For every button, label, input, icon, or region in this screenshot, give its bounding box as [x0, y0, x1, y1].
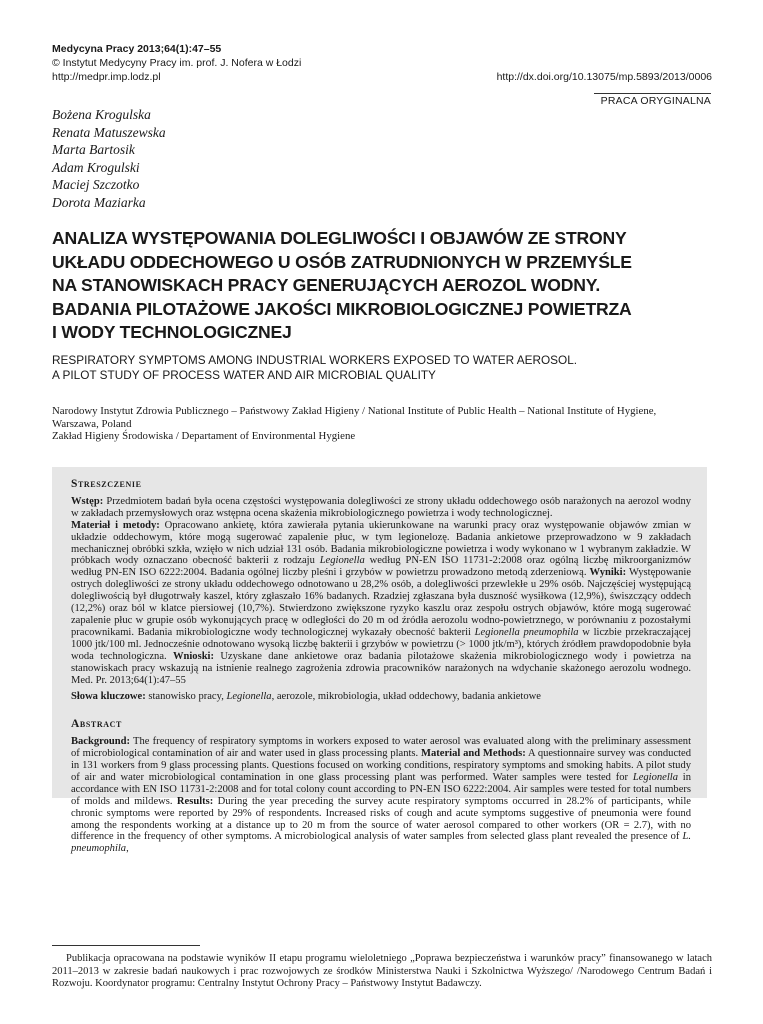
abstract-results-text-cont: , — [126, 843, 129, 855]
summary-text — [71, 496, 691, 687]
title-line: I WODY TECHNOLOGICZNEJ — [52, 322, 292, 342]
abstract-methods-species: Legionella — [632, 771, 678, 783]
author-name: Renata Matuszewska — [52, 124, 166, 140]
footnote-divider — [52, 945, 200, 946]
abstract-background-label: Background: — [71, 736, 131, 748]
title-line: ANALIZA WYSTĘPOWANIA DOLEGLIWOŚCI I OBJAWÓW ZE STRONY — [52, 228, 627, 248]
header-links-row — [52, 70, 712, 84]
abstract-methods-text: A questionnaire survey was conducted in 131 workers from 9 glass processing plants. Questions focused on working conditions, respiratory symptoms and smoking habits. A pilot study of air and water microbiological contamination in one glass processing plant was performed. Water samples were tested for — [71, 748, 692, 783]
summary-conclusions-text: Uzyskane dane ankietowe oraz badania pilotażowe skażenia mikrobiologicznego wody i powietrza na stanowiskach pracy wskazują na istnienie realnego zagrożenia zdrowia pracowników narażonych na wdychanie skażonego aerozolu wodnego. Med. Pr. 2013;64(1):47–55 — [71, 650, 691, 686]
abstract-box — [52, 467, 707, 855]
author-name: Maciej Szczotko — [52, 177, 140, 192]
author-name: Marta Bartosik — [52, 142, 135, 157]
author-name: Bożena Krogulska — [52, 107, 151, 122]
summary-conclusions-label: Wnioski: — [172, 650, 214, 662]
title-line: RESPIRATORY SYMPTOMS AMONG INDUSTRIAL WORKERS EXPOSED TO WATER AEROSOL. — [52, 353, 578, 367]
title-line: UKŁADU ODDECHOWEGO U OSÓB ZATRUDNIONYCH W PRZEMYŚLE — [52, 251, 632, 272]
summary-intro-text: Przedmiotem badań była ocena częstości występowania dolegliwości ze strony układu oddechowego osób narażonych na aerozol wodny w zakładach przemysłowych oraz wstępna ocena skażenia mikrobiologicznego powietrza i wody technologicznej. — [71, 495, 691, 519]
summary-heading: Streszczenie — [71, 478, 142, 490]
journal-citation: Medycyna Pracy 2013;64(1):47–55 — [52, 43, 222, 55]
keywords — [71, 691, 691, 703]
affiliation-department: Zakład Higieny Środowiska / Departament of Environmental Hygiene — [52, 430, 356, 443]
funding-footnote: Publikacja opracowana na podstawie wyników II etapu programu wieloletniego „Poprawa bezpieczeństwa i warunków pracy” finansowanego w latach 2011–2013 w zakresie badań naukowych i prac rozwojowych ze środków Ministerstwa Nauki i Szkolnictwa Wyższego/ /Narodowego Centrum Badań i Rozwoju. Koordynator programu: Centralny Instytut Ochrony Pracy – Państwowy Instytut Badawczy. — [52, 953, 712, 990]
abstract-methods-text-cont: in accordance with EN ISO 11731-2:2008 and for total colony count according to PN-EN ISO 6222:2004. Air samples were tested for total numbers of molds and mildews. — [71, 771, 691, 807]
abstract-results-label: Results: — [176, 795, 214, 807]
author-name: Adam Krogulski — [52, 159, 140, 175]
keywords-species: Legionella — [226, 691, 272, 703]
keywords-text-cont: , aerozole, mikrobiologia, układ oddechowy, badania ankietowe — [271, 691, 541, 703]
doi-link[interactable]: http://dx.doi.org/10.13075/mp.5893/2013/0006 — [496, 71, 712, 83]
title-line: A PILOT STUDY OF PROCESS WATER AND AIR MICROBIAL QUALITY — [52, 368, 436, 382]
summary-methods-species: Legionella — [319, 555, 365, 567]
journal-header — [52, 42, 712, 84]
summary-results-label: Wyniki: — [589, 567, 627, 579]
keywords-text: stanowisko pracy, — [145, 691, 227, 703]
summary-methods-text: Opracowano ankietę, która zawierała pytania ukierunkowane na warunki pracy oraz występowanie objawów zmian w układzie oddechowym, które mogą sugerować zapalenie płuc, w tym legionelozę. Badania ankietowe przeprowadzono w 9 zakładach mechanicznej obróbki szkła, wzięło w nich udział 131 osób. Badania mikrobiologiczne powietrza i wody wykonano w 1 wybranym zakładzie. W próbkach wody oznaczano obecność bakterii z rodzaju — [71, 519, 691, 567]
summary-results-text: Występowanie ostrych dolegliwości ze strony układu oddechowego odnotowano u 28,2% osób, a dolegliwości przewlekłe u 29% osób. Najczęściej występującą dolegliwością był długotrwały kaszel, który zgłaszało 16% badanych. Rzadziej zgłaszana była duszność wysiłkowa (12,9%), świszczący oddech (12,2%) oraz ból w klatce piersiowej (10,7%). Stwierdzono zwiększone ryzyko kaszlu oraz zespołu ostrych objawów, które mogą sugerować zapalenie płuc w grupie osób wykonujących pracę w odległości do 20 m od źródła aerozolu wodno-powietrznego, w porównaniu z pozostałymi pracownikami. Badania mikrobiologiczne wody technologicznej wykazały obecność bakterii — [71, 567, 691, 638]
summary-intro-label: Wstęp: — [71, 495, 104, 507]
copyright-notice: © Instytut Medycyny Pracy im. prof. J. Nofera w Łodzi — [52, 57, 302, 69]
abstract-box-content — [71, 479, 691, 855]
abstract-methods-label: Material and Methods: — [421, 748, 526, 760]
keywords-label: Słowa kluczowe: — [71, 691, 146, 703]
title-polish — [52, 227, 712, 345]
abstract-results-text: During the year preceding the survey acute respiratory symptoms occurred in 28.2% of participants, while chronic symptoms were reported by 29% of respondents. Increased risks of cough and acute symptoms suggestive of pneumonia were found among the respondents working at a distance up to 20 m from the source of water aerosol compared to other workers (OR = 2.7), with no difference in the frequency of other symptoms. A microbiological analysis of water samples from selected glass plant revealed the presence of — [71, 795, 691, 843]
summary-methods-label: Materiał i metody: — [71, 519, 160, 531]
author-name: Dorota Maziarka — [52, 194, 146, 210]
summary-results-species: Legionella pneumophila — [474, 626, 579, 638]
summary-results-text-cont: w liczbie przekraczającej 1000 jtk/100 ml. Jednocześnie odnotowano wysoką liczbę bakterii i grzybów w powietrzu (> 1000 jtk/m³), których źródłem prawdopodobnie była woda technologiczna. — [71, 626, 691, 662]
abstract-background-text: The frequency of respiratory symptoms in workers exposed to water aerosol was evaluated along with the preliminary assessment of microbiological contamination of air and water used in glass processing plants. — [71, 736, 691, 760]
summary-methods-text-cont: według PN-EN ISO 11731-2:2008 oraz ogólną liczbę mikroorganizmów według PN-EN ISO 6222:2004. Badania ogólnej liczby pleśni i grzybów w powietrzu prowadzono metodą zderzeniową. — [71, 555, 691, 579]
journal-website-link[interactable]: http://medpr.imp.lodz.pl — [52, 71, 161, 83]
affiliation-institute: Narodowy Instytut Zdrowia Publicznego – Państwowy Zakład Higieny / National Institute of Public Health – National Institute of Hygiene, Warszawa, Poland — [52, 405, 657, 430]
title-english — [52, 353, 712, 383]
affiliations — [52, 405, 702, 443]
title-line: NA STANOWISKACH PRACY GENERUJĄCYCH AEROZOL WODNY. — [52, 275, 601, 295]
abstract-results-species: L. pneumophila — [71, 831, 691, 855]
title-line: BADANIA PILOTAŻOWE JAKOŚCI MIKROBIOLOGICZNEJ POWIETRZA — [52, 298, 632, 319]
abstract-text — [71, 736, 691, 855]
article-type-label: PRACA ORYGINALNA — [594, 93, 711, 107]
abstract-heading: Abstract — [71, 718, 122, 731]
author-list — [52, 106, 166, 211]
